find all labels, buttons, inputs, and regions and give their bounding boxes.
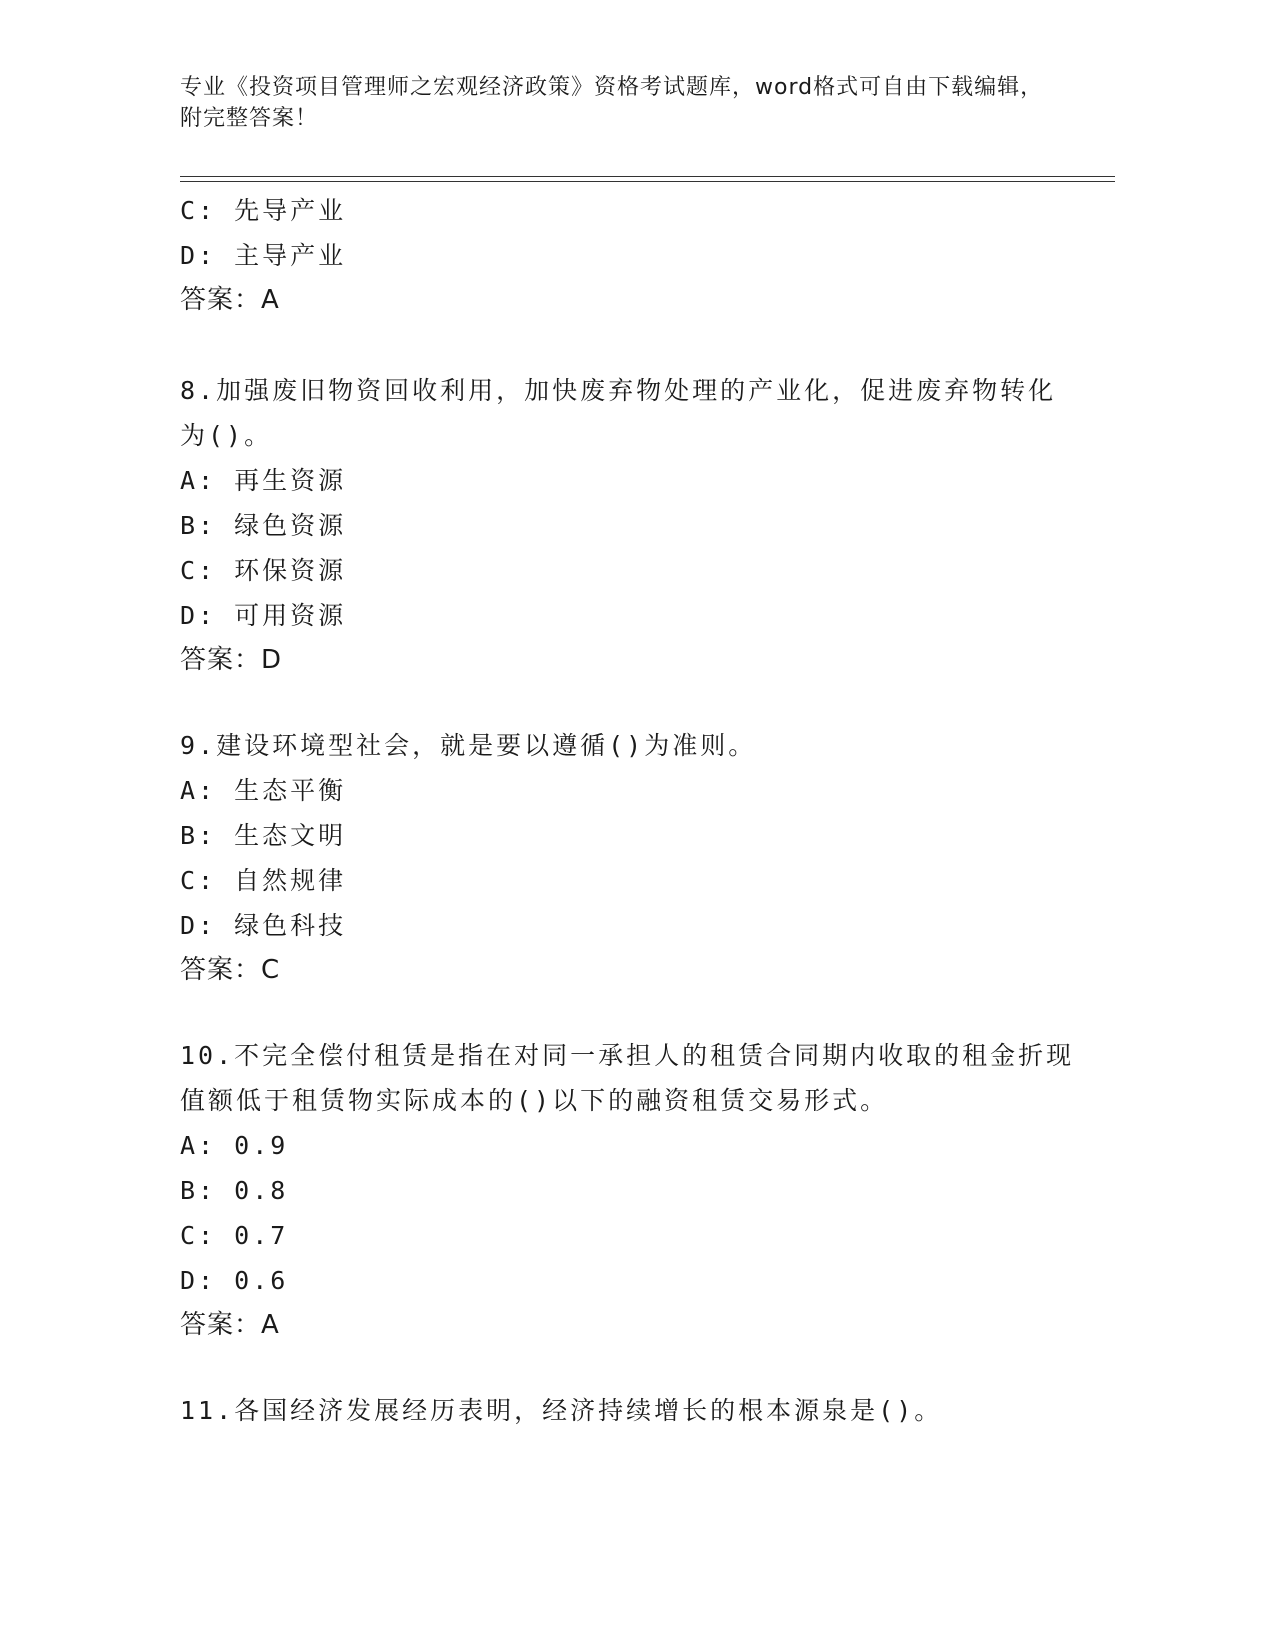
answer-line: 答案：A bbox=[180, 1310, 280, 1340]
answer-line: 答案：C bbox=[180, 955, 281, 985]
option-c: C: 0.7 bbox=[180, 1221, 289, 1250]
spacer bbox=[180, 993, 1080, 1033]
option-b: B: 0.8 bbox=[180, 1176, 289, 1205]
option-d: D: 可用资源 bbox=[180, 601, 347, 630]
question-stem: 8.加强废旧物资回收利用，加快废弃物处理的产业化，促进废弃物转化为()。 bbox=[180, 376, 1057, 450]
option-a: A: 生态平衡 bbox=[180, 776, 347, 805]
option-d: D: 0.6 bbox=[180, 1266, 289, 1295]
option-c: C: 环保资源 bbox=[180, 556, 347, 585]
option-c: C: 自然规律 bbox=[180, 866, 347, 895]
question-stem: 9.建设环境型社会，就是要以遵循()为准则。 bbox=[180, 731, 757, 760]
option-d: D: 主导产业 bbox=[180, 241, 347, 270]
spacer bbox=[180, 1348, 1080, 1388]
answer-line: 答案：D bbox=[180, 645, 283, 675]
spacer bbox=[180, 323, 1080, 368]
option-b: B: 生态文明 bbox=[180, 821, 347, 850]
header-divider-bottom bbox=[180, 181, 1115, 182]
answer-line: 答案：A bbox=[180, 285, 280, 315]
option-b: B: 绿色资源 bbox=[180, 511, 347, 540]
option-a: A: 0.9 bbox=[180, 1131, 289, 1160]
page-header: 专业《投资项目管理师之宏观经济政策》资格考试题库，word格式可自由下载编辑，附完整答案！ bbox=[180, 75, 1044, 131]
option-a: A: 再生资源 bbox=[180, 466, 347, 495]
spacer bbox=[180, 683, 1080, 723]
option-c: C: 先导产业 bbox=[180, 196, 347, 225]
question-stem: 10.不完全偿付租赁是指在对同一承担人的租赁合同期内收取的租金折现值额低于租赁物实际成本的()以下的融资租赁交易形式。 bbox=[180, 1041, 1075, 1115]
option-d: D: 绿色科技 bbox=[180, 911, 347, 940]
exam-content bbox=[180, 188, 1080, 1433]
header-divider-top bbox=[180, 176, 1115, 177]
question-stem: 11.各国经济发展经历表明，经济持续增长的根本源泉是()。 bbox=[180, 1396, 943, 1425]
